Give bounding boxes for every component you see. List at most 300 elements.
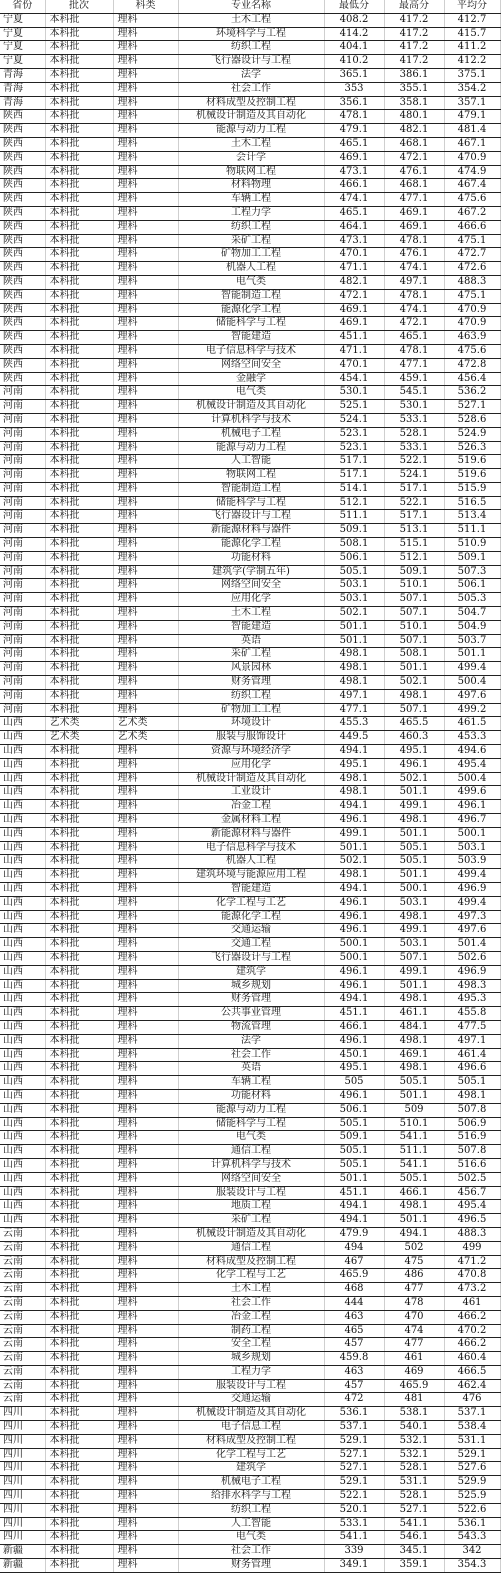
cell-major-name: 通信工程 (178, 1145, 324, 1159)
cell-avg-score: 500.1 (444, 827, 500, 841)
cell-max-score: 468.1 (384, 137, 444, 151)
table-row (0, 1393, 500, 1407)
cell-province: 宁夏 (0, 13, 45, 27)
cell-batch: 本科批 (45, 372, 113, 386)
table-row (0, 538, 500, 552)
table-row (0, 1255, 500, 1269)
cell-category: 理科 (113, 979, 178, 993)
cell-max-score: 461.1 (384, 1007, 444, 1021)
cell-avg-score: 496.6 (444, 1062, 500, 1076)
cell-max-score: 500.1 (384, 883, 444, 897)
cell-major-name: 物流管理 (178, 1020, 324, 1034)
cell-max-score: 532.1 (384, 1434, 444, 1448)
cell-category: 理科 (113, 1007, 178, 1021)
cell-major-name: 化学工程与工艺 (178, 1269, 324, 1283)
cell-major-name: 纺织工程 (178, 220, 324, 234)
table-row (0, 1076, 500, 1090)
cell-max-score: 507.1 (384, 951, 444, 965)
cell-avg-score: 499.2 (444, 703, 500, 717)
cell-major-name: 储能科学与工程 (178, 317, 324, 331)
cell-category: 艺术类 (113, 731, 178, 745)
cell-batch: 本科批 (45, 179, 113, 193)
cell-avg-score: 503.1 (444, 841, 500, 855)
cell-category: 理科 (113, 41, 178, 55)
cell-batch: 本科批 (45, 869, 113, 883)
cell-batch: 本科批 (45, 400, 113, 414)
cell-province: 山西 (0, 1007, 45, 1021)
cell-max-score: 466.1 (384, 1186, 444, 1200)
cell-min-score: 472 (324, 1393, 384, 1407)
cell-major-name: 机械电子工程 (178, 427, 324, 441)
cell-min-score: 466.1 (324, 1020, 384, 1034)
cell-category: 理科 (113, 1310, 178, 1324)
cell-min-score: 505.1 (324, 1117, 384, 1131)
table-row (0, 703, 500, 717)
cell-max-score: 355.1 (384, 82, 444, 96)
cell-province: 山西 (0, 910, 45, 924)
cell-major-name: 网络空间安全 (178, 579, 324, 593)
cell-batch: 本科批 (45, 551, 113, 565)
cell-min-score: 503.1 (324, 593, 384, 607)
cell-avg-score: 538.4 (444, 1421, 500, 1435)
cell-batch: 本科批 (45, 303, 113, 317)
table-row (0, 800, 500, 814)
cell-max-score: 510.1 (384, 620, 444, 634)
cell-max-score: 478.1 (384, 234, 444, 248)
cell-province: 河南 (0, 565, 45, 579)
cell-min-score: 496.1 (324, 1034, 384, 1048)
cell-major-name: 财务管理 (178, 676, 324, 690)
cell-batch: 本科批 (45, 41, 113, 55)
cell-avg-score: 470.9 (444, 303, 500, 317)
cell-category: 理科 (113, 317, 178, 331)
cell-max-score: 528.1 (384, 1462, 444, 1476)
cell-major-name: 建筑学 (178, 1462, 324, 1476)
table-row (0, 745, 500, 759)
cell-avg-score: 411.2 (444, 41, 500, 55)
cell-max-score: 494.1 (384, 1227, 444, 1241)
cell-category: 理科 (113, 400, 178, 414)
cell-batch: 本科批 (45, 1407, 113, 1421)
cell-category: 理科 (113, 1172, 178, 1186)
cell-batch: 本科批 (45, 1117, 113, 1131)
cell-avg-score: 375.1 (444, 68, 500, 82)
cell-batch: 本科批 (45, 924, 113, 938)
cell-batch: 本科批 (45, 413, 113, 427)
cell-province: 河南 (0, 455, 45, 469)
cell-batch: 本科批 (45, 662, 113, 676)
cell-batch: 本科批 (45, 1145, 113, 1159)
table-row (0, 1158, 500, 1172)
cell-batch: 本科批 (45, 1531, 113, 1545)
cell-category: 理科 (113, 137, 178, 151)
cell-category: 理科 (113, 648, 178, 662)
cell-province: 陕西 (0, 289, 45, 303)
cell-major-name: 电气类 (178, 1531, 324, 1545)
cell-major-name: 能源与动力工程 (178, 124, 324, 138)
table-row (0, 1062, 500, 1076)
cell-category: 理科 (113, 1131, 178, 1145)
cell-major-name: 金属材料工程 (178, 814, 324, 828)
table-row (0, 524, 500, 538)
cell-major-name: 财务管理 (178, 993, 324, 1007)
cell-max-score: 501.1 (384, 869, 444, 883)
cell-province: 陕西 (0, 372, 45, 386)
cell-category: 理科 (113, 1476, 178, 1490)
cell-min-score: 353 (324, 82, 384, 96)
cell-max-score: 515.1 (384, 538, 444, 552)
cell-category: 理科 (113, 1490, 178, 1504)
table-row (0, 648, 500, 662)
cell-avg-score: 497.6 (444, 924, 500, 938)
cell-province: 陕西 (0, 220, 45, 234)
cell-max-score: 502 (384, 1241, 444, 1255)
cell-batch: 本科批 (45, 689, 113, 703)
cell-major-name: 社会工作 (178, 82, 324, 96)
cell-avg-score: 501.4 (444, 938, 500, 952)
cell-min-score: 349.1 (324, 1559, 384, 1573)
cell-province: 陕西 (0, 331, 45, 345)
table-row (0, 510, 500, 524)
cell-max-score: 474.1 (384, 303, 444, 317)
table-row (0, 1448, 500, 1462)
cell-province: 四川 (0, 1490, 45, 1504)
table-row (0, 689, 500, 703)
cell-min-score: 339 (324, 1545, 384, 1559)
cell-avg-score: 357.1 (444, 96, 500, 110)
cell-province: 山西 (0, 1076, 45, 1090)
cell-province: 云南 (0, 1310, 45, 1324)
cell-avg-score: 504.9 (444, 620, 500, 634)
cell-avg-score: 455.8 (444, 1007, 500, 1021)
cell-max-score: 503.1 (384, 938, 444, 952)
cell-batch: 本科批 (45, 814, 113, 828)
cell-major-name: 网络空间安全 (178, 1172, 324, 1186)
cell-avg-score: 412.7 (444, 13, 500, 27)
cell-max-score: 507.1 (384, 634, 444, 648)
cell-min-score: 444 (324, 1296, 384, 1310)
cell-avg-score: 516.6 (444, 1158, 500, 1172)
cell-max-score: 386.1 (384, 68, 444, 82)
cell-avg-score: 499.4 (444, 896, 500, 910)
table-row (0, 469, 500, 483)
table-row (0, 344, 500, 358)
cell-avg-score: 354.3 (444, 1559, 500, 1573)
cell-min-score: 527.1 (324, 1462, 384, 1476)
cell-major-name: 机械设计制造及其自动化 (178, 1407, 324, 1421)
cell-major-name: 计算机科学与技术 (178, 413, 324, 427)
cell-batch: 本科批 (45, 1393, 113, 1407)
cell-batch: 本科批 (45, 758, 113, 772)
cell-avg-score: 453.3 (444, 731, 500, 745)
cell-min-score: 500.1 (324, 951, 384, 965)
cell-province: 陕西 (0, 110, 45, 124)
table-row (0, 303, 500, 317)
cell-category: 理科 (113, 579, 178, 593)
cell-avg-score: 500.4 (444, 772, 500, 786)
cell-category: 理科 (113, 110, 178, 124)
cell-batch: 本科批 (45, 344, 113, 358)
cell-max-score: 477.1 (384, 193, 444, 207)
cell-min-score: 495.1 (324, 758, 384, 772)
cell-max-score: 505.1 (384, 1172, 444, 1186)
header-min-score: 最低分 (324, 0, 384, 13)
cell-category: 理科 (113, 1241, 178, 1255)
cell-avg-score: 504.7 (444, 607, 500, 621)
cell-major-name: 给排水科学与工程 (178, 1490, 324, 1504)
cell-batch: 本科批 (45, 151, 113, 165)
cell-avg-score: 503.9 (444, 855, 500, 869)
cell-major-name: 车辆工程 (178, 193, 324, 207)
cell-category: 理科 (113, 1158, 178, 1172)
cell-min-score: 472.1 (324, 289, 384, 303)
cell-avg-score: 415.7 (444, 27, 500, 41)
cell-category: 理科 (113, 1393, 178, 1407)
cell-major-name: 人工智能 (178, 455, 324, 469)
cell-major-name: 英语 (178, 634, 324, 648)
cell-min-score: 508.1 (324, 538, 384, 552)
cell-min-score: 523.1 (324, 427, 384, 441)
cell-avg-score: 503.7 (444, 634, 500, 648)
cell-major-name: 环境科学与工程 (178, 27, 324, 41)
cell-province: 河南 (0, 524, 45, 538)
table-row (0, 814, 500, 828)
cell-major-name: 能源与动力工程 (178, 441, 324, 455)
cell-max-score: 499.1 (384, 800, 444, 814)
cell-major-name: 建筑学 (178, 965, 324, 979)
cell-max-score: 474.1 (384, 262, 444, 276)
cell-max-score: 481 (384, 1393, 444, 1407)
cell-batch: 本科批 (45, 1434, 113, 1448)
table-row (0, 1227, 500, 1241)
cell-batch: 本科批 (45, 137, 113, 151)
table-row (0, 82, 500, 96)
cell-category: 艺术类 (113, 717, 178, 731)
cell-province: 山西 (0, 717, 45, 731)
cell-avg-score: 472.7 (444, 248, 500, 262)
cell-batch: 本科批 (45, 1365, 113, 1379)
cell-major-name: 社会工作 (178, 1545, 324, 1559)
cell-batch: 本科批 (45, 289, 113, 303)
cell-min-score: 514.1 (324, 482, 384, 496)
cell-min-score: 520.1 (324, 1503, 384, 1517)
cell-min-score: 479.9 (324, 1227, 384, 1241)
cell-batch: 本科批 (45, 1296, 113, 1310)
cell-category: 理科 (113, 772, 178, 786)
table-row (0, 758, 500, 772)
cell-max-score: 501.1 (384, 1214, 444, 1228)
cell-min-score: 451.1 (324, 331, 384, 345)
cell-batch: 本科批 (45, 193, 113, 207)
table-row (0, 1089, 500, 1103)
cell-max-score: 507.1 (384, 607, 444, 621)
cell-province: 新疆 (0, 1559, 45, 1573)
table-row (0, 68, 500, 82)
cell-min-score: 533.1 (324, 1517, 384, 1531)
cell-batch: 本科批 (45, 1283, 113, 1297)
cell-category: 理科 (113, 620, 178, 634)
cell-category: 理科 (113, 220, 178, 234)
cell-major-name: 环境设计 (178, 717, 324, 731)
cell-max-score: 517.1 (384, 482, 444, 496)
cell-max-score: 477 (384, 1338, 444, 1352)
cell-major-name: 飞行器设计与工程 (178, 510, 324, 524)
cell-avg-score: 507.8 (444, 1145, 500, 1159)
cell-province: 四川 (0, 1531, 45, 1545)
cell-major-name: 工业设计 (178, 786, 324, 800)
cell-avg-score: 460.4 (444, 1352, 500, 1366)
cell-province: 云南 (0, 1269, 45, 1283)
cell-min-score: 471.1 (324, 344, 384, 358)
cell-major-name: 新能源材料与器件 (178, 827, 324, 841)
cell-major-name: 材料物理 (178, 179, 324, 193)
cell-batch: 本科批 (45, 1379, 113, 1393)
cell-min-score: 482.1 (324, 275, 384, 289)
table-row (0, 1145, 500, 1159)
cell-min-score: 537.1 (324, 1421, 384, 1435)
cell-province: 河南 (0, 703, 45, 717)
cell-min-score: 522.1 (324, 1490, 384, 1504)
table-row (0, 1283, 500, 1297)
cell-min-score: 529.1 (324, 1434, 384, 1448)
cell-province: 四川 (0, 1476, 45, 1490)
cell-max-score: 459.1 (384, 372, 444, 386)
cell-avg-score: 516.9 (444, 1131, 500, 1145)
cell-province: 陕西 (0, 248, 45, 262)
table-row (0, 1545, 500, 1559)
cell-major-name: 应用化学 (178, 758, 324, 772)
cell-min-score: 494 (324, 1241, 384, 1255)
cell-avg-score: 481.4 (444, 124, 500, 138)
cell-batch: 本科批 (45, 27, 113, 41)
cell-min-score: 465.9 (324, 1269, 384, 1283)
cell-province: 陕西 (0, 179, 45, 193)
cell-max-score: 359.1 (384, 1559, 444, 1573)
table-row (0, 620, 500, 634)
cell-min-score: 517.1 (324, 455, 384, 469)
cell-max-score: 345.1 (384, 1545, 444, 1559)
cell-min-score: 511.1 (324, 510, 384, 524)
table-row (0, 979, 500, 993)
cell-province: 青海 (0, 96, 45, 110)
cell-batch: 本科批 (45, 565, 113, 579)
cell-max-score: 465.9 (384, 1379, 444, 1393)
table-row (0, 579, 500, 593)
cell-province: 河南 (0, 469, 45, 483)
table-row (0, 896, 500, 910)
cell-avg-score: 488.3 (444, 1227, 500, 1241)
cell-major-name: 冶金工程 (178, 800, 324, 814)
cell-avg-score: 527.1 (444, 400, 500, 414)
table-row (0, 110, 500, 124)
cell-avg-score: 507.8 (444, 1103, 500, 1117)
cell-category: 理科 (113, 1324, 178, 1338)
cell-max-score: 510.1 (384, 1117, 444, 1131)
cell-province: 山西 (0, 965, 45, 979)
cell-major-name: 资源与环境经济学 (178, 745, 324, 759)
cell-major-name: 功能材料 (178, 1089, 324, 1103)
cell-category: 理科 (113, 303, 178, 317)
cell-category: 理科 (113, 814, 178, 828)
cell-min-score: 523.1 (324, 441, 384, 455)
cell-major-name: 地质工程 (178, 1200, 324, 1214)
cell-category: 理科 (113, 372, 178, 386)
cell-category: 理科 (113, 1407, 178, 1421)
table-row (0, 482, 500, 496)
cell-province: 山西 (0, 731, 45, 745)
cell-batch: 本科批 (45, 496, 113, 510)
cell-batch: 本科批 (45, 745, 113, 759)
cell-batch: 本科批 (45, 1476, 113, 1490)
cell-avg-score: 488.3 (444, 275, 500, 289)
cell-province: 青海 (0, 82, 45, 96)
cell-province: 山西 (0, 924, 45, 938)
cell-province: 山西 (0, 1020, 45, 1034)
cell-province: 山西 (0, 745, 45, 759)
cell-min-score: 479.1 (324, 124, 384, 138)
cell-max-score: 469.1 (384, 206, 444, 220)
cell-avg-score: 475.6 (444, 193, 500, 207)
cell-min-score: 494.1 (324, 883, 384, 897)
cell-province: 河南 (0, 538, 45, 552)
cell-province: 陕西 (0, 317, 45, 331)
cell-province: 山西 (0, 869, 45, 883)
table-row (0, 1117, 500, 1131)
cell-avg-score: 505.3 (444, 593, 500, 607)
table-row (0, 883, 500, 897)
cell-batch: 本科批 (45, 855, 113, 869)
cell-min-score: 473.1 (324, 165, 384, 179)
cell-batch: 本科批 (45, 455, 113, 469)
cell-province: 河南 (0, 400, 45, 414)
cell-category: 理科 (113, 13, 178, 27)
cell-min-score: 410.2 (324, 55, 384, 69)
cell-major-name: 土木工程 (178, 13, 324, 27)
cell-batch: 本科批 (45, 68, 113, 82)
table-row (0, 676, 500, 690)
table-row (0, 400, 500, 414)
cell-province: 山西 (0, 938, 45, 952)
cell-major-name: 机械设计制造及其自动化 (178, 1227, 324, 1241)
table-row (0, 1365, 500, 1379)
cell-min-score: 496.1 (324, 910, 384, 924)
cell-min-score: 496.1 (324, 896, 384, 910)
cell-max-score: 478.1 (384, 289, 444, 303)
cell-max-score: 545.1 (384, 386, 444, 400)
cell-batch: 本科批 (45, 1103, 113, 1117)
cell-major-name: 储能科学与工程 (178, 496, 324, 510)
cell-avg-score: 543.3 (444, 1531, 500, 1545)
cell-max-score: 530.1 (384, 400, 444, 414)
cell-batch: 本科批 (45, 938, 113, 952)
cell-province: 陕西 (0, 358, 45, 372)
table-row (0, 165, 500, 179)
cell-category: 理科 (113, 1448, 178, 1462)
table-row (0, 1034, 500, 1048)
cell-min-score: 496.1 (324, 979, 384, 993)
cell-province: 青海 (0, 68, 45, 82)
table-row (0, 1434, 500, 1448)
cell-category: 理科 (113, 427, 178, 441)
cell-max-score: 484.1 (384, 1020, 444, 1034)
cell-max-score: 533.1 (384, 441, 444, 455)
cell-max-score: 517.1 (384, 510, 444, 524)
cell-max-score: 495.1 (384, 745, 444, 759)
cell-min-score: 468 (324, 1283, 384, 1297)
cell-min-score: 501.1 (324, 634, 384, 648)
cell-province: 河南 (0, 551, 45, 565)
cell-category: 理科 (113, 386, 178, 400)
